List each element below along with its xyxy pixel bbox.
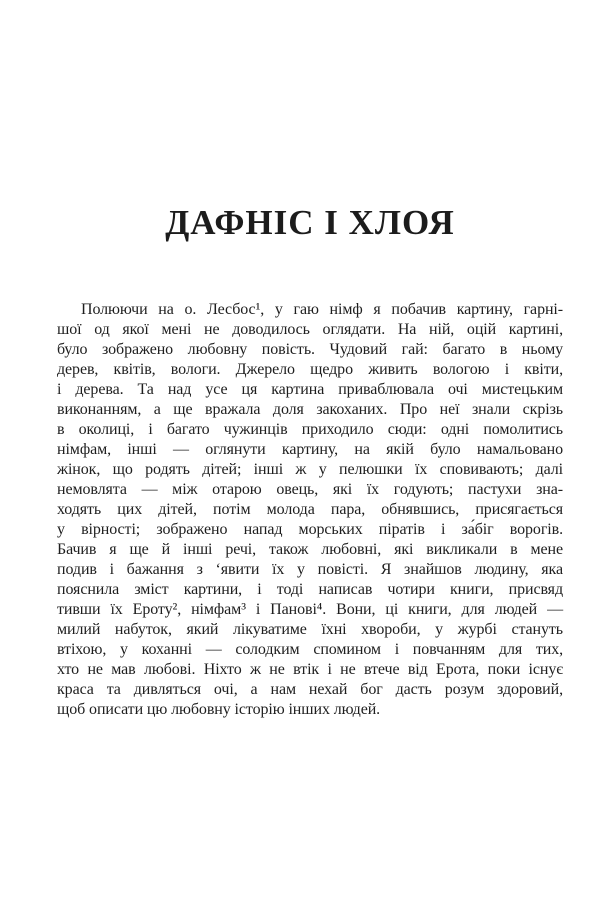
text-line: і дерева. Та над усе ця картина приваблювала очі мистецьким: [57, 381, 563, 398]
text-line: у вірності; зображено напад морських піратів і за́біг ворогів.: [57, 521, 563, 538]
text-line: дерев, квітів, вологи. Джерело щедро живить вологою і квіти,: [57, 361, 563, 378]
chapter-title: ДАФНІС І ХЛОЯ: [165, 203, 455, 242]
text-line: шої од якої мені не доводилось оглядати. На ній, оцій картині,: [57, 321, 563, 338]
text-line: краса та дивляться очі, а нам нехай бог дасть розум здоровий,: [57, 681, 563, 698]
text-line: жінок, що родять дітей; інші ж у пелюшки їх сповивають; далі: [57, 461, 563, 478]
text-line: подив і бажання з ‘явити їх у повісті. Я знайшов людину, яка: [57, 561, 563, 578]
text-line: пояснила зміст картини, і тоді написав чотири книги, присвяд: [57, 581, 563, 598]
text-line: Бачив я ще й інші речі, також любовні, які викликали в мене: [57, 541, 563, 558]
text-line: немовлята — між отарою овець, які їх годують; пастухи зна-: [57, 481, 563, 498]
text-line: було зображено любовну повість. Чудовий гай: багато в ньому: [57, 341, 563, 358]
text-line: в околиці, і багато чужинців приходило сюди: одні помолитись: [57, 421, 563, 438]
text-line: хто не мав любові. Ніхто ж не втік і не втече від Ерота, поки існує: [57, 661, 563, 678]
text-line: виконанням, а ще вражала доля закоханих. Про неї знали скрізь: [57, 401, 563, 418]
paragraph: [57, 300, 563, 720]
text-line: Полюючи на о. Лесбос¹, у гаю німф я побачив картину, гарні-: [81, 301, 563, 318]
text-line: милий набуток, який лікуватиме їхні хвороби, у журбі стануть: [57, 621, 563, 638]
text-line: втіхою, у коханні — солодким спомином і повчанням для тих,: [57, 641, 563, 658]
text-line: ходять цих дітей, потім молода пара, обнявшись, присягається: [57, 501, 563, 518]
text-line: щоб описати цю любовну історію інших людей.: [57, 701, 381, 718]
text-line: німфам, інші — оглянути картину, на якій було намальовано: [57, 441, 563, 458]
text-line: тивши їх Ероту², німфам³ і Панові⁴. Вони, ці книги, для людей —: [57, 601, 563, 618]
